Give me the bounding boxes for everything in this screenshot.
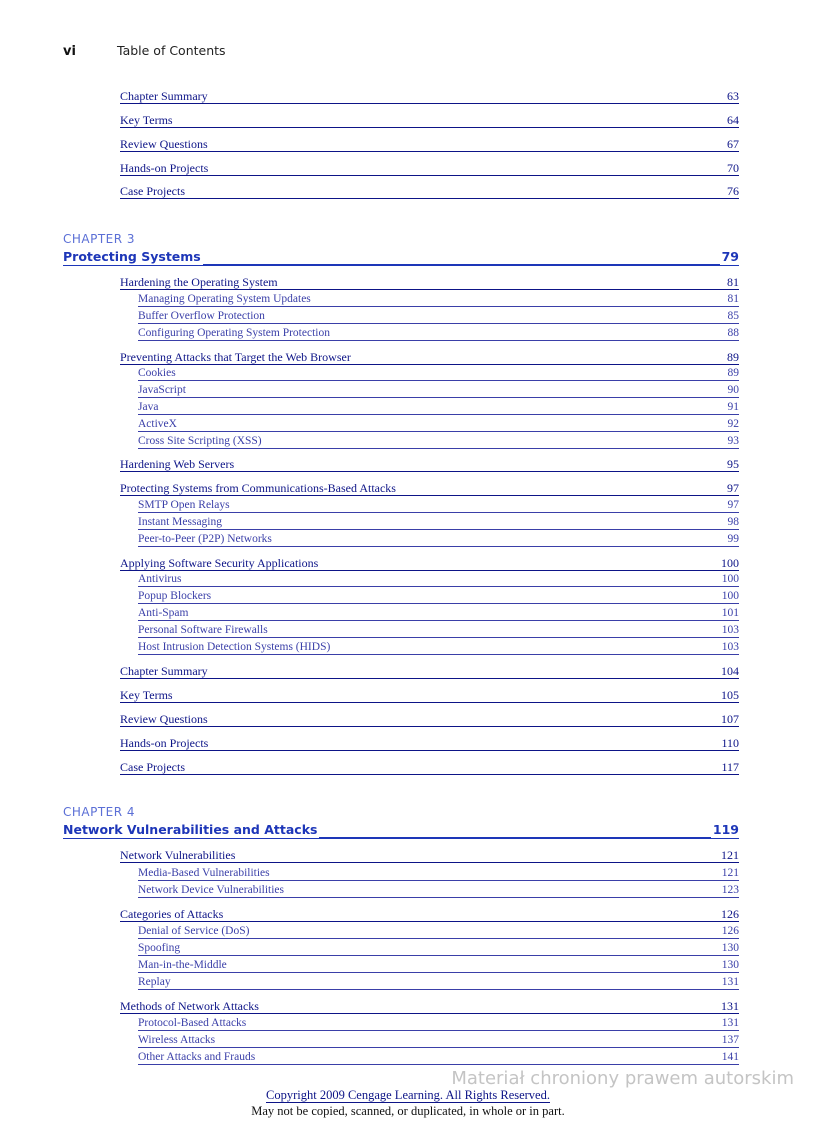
- toc-entry-page: 100: [721, 573, 739, 585]
- toc-entry-title: Network Vulnerabilities: [120, 848, 236, 862]
- toc-entry-page: 121: [721, 848, 739, 862]
- toc-entry[interactable]: [120, 1000, 739, 1014]
- toc-entry-title: Man-in-the-Middle: [138, 959, 227, 971]
- toc-entry-page: 67: [727, 137, 739, 151]
- toc-subentry[interactable]: [138, 1051, 739, 1065]
- toc-entry-page: 97: [727, 481, 739, 495]
- toc-subentry[interactable]: [138, 867, 739, 881]
- toc-entry-title: Wireless Attacks: [138, 1034, 216, 1046]
- toc-entry-page: 105: [721, 688, 739, 702]
- toc-entry-title: Popup Blockers: [138, 590, 212, 602]
- toc-entry-title: ActiveX: [138, 418, 177, 430]
- toc-entry-page: 100: [721, 556, 739, 570]
- toc-subentry[interactable]: [138, 607, 739, 621]
- chapter-4-label: CHAPTER 4: [63, 805, 136, 819]
- toc-entry-title: Chapter Summary: [120, 89, 208, 103]
- toc-entry-title: Key Terms: [120, 688, 173, 702]
- toc-subentry[interactable]: [138, 959, 739, 973]
- toc-entry[interactable]: [120, 761, 739, 775]
- toc-subentry[interactable]: [138, 367, 739, 381]
- toc-subentry[interactable]: [138, 384, 739, 398]
- toc-subentry[interactable]: [138, 590, 739, 604]
- toc-entry-page: 81: [727, 275, 739, 289]
- toc-entry-page: 91: [727, 401, 739, 413]
- toc-entry-page: 137: [721, 1034, 739, 1046]
- toc-subentry[interactable]: [138, 641, 739, 655]
- chapter-3-title[interactable]: [63, 250, 739, 266]
- toc-entry-page: 70: [727, 161, 739, 175]
- toc-entry-title: Instant Messaging: [138, 516, 223, 528]
- toc-entry-title: Anti-Spam: [138, 607, 189, 619]
- toc-entry-title: Protocol-Based Attacks: [138, 1017, 247, 1029]
- toc-entry-page: 76: [727, 184, 739, 198]
- toc-entry-title: Methods of Network Attacks: [120, 999, 259, 1013]
- toc-entry-page: 121: [721, 867, 739, 879]
- toc-entry-title: Categories of Attacks: [120, 907, 224, 921]
- disclaimer: May not be copied, scanned, or duplicated, in whole or in part.: [251, 1104, 565, 1118]
- toc-subentry[interactable]: [138, 401, 739, 415]
- chapter-3-label: CHAPTER 3: [63, 232, 136, 246]
- running-head: [63, 43, 226, 61]
- toc-entry[interactable]: [120, 276, 739, 290]
- toc-entry-title: Case Projects: [120, 184, 185, 198]
- toc-entry-page: 103: [721, 641, 739, 653]
- toc-entry-title: Host Intrusion Detection Systems (HIDS): [138, 641, 331, 653]
- toc-entry-page: 131: [721, 1017, 739, 1029]
- toc-entry-title: Hands-on Projects: [120, 736, 209, 750]
- toc-entry-title: Case Projects: [120, 760, 185, 774]
- toc-entry-title: Media-Based Vulnerabilities: [138, 867, 270, 879]
- copyright-text: Copyright 2009 Cengage Learning. All Rights Reserved.: [266, 1088, 550, 1102]
- toc-subentry[interactable]: [138, 976, 739, 990]
- toc-entry-page: 130: [721, 942, 739, 954]
- copyright-notice: [0, 1088, 816, 1103]
- toc-entry-page: 126: [721, 925, 739, 937]
- toc-entry[interactable]: [120, 162, 739, 176]
- watermark: Materiał chroniony prawem autorskim: [451, 1068, 794, 1089]
- toc-entry[interactable]: [120, 138, 739, 152]
- toc-entry-page: 98: [727, 516, 739, 528]
- toc-entry-page: 130: [721, 959, 739, 971]
- toc-entry-page: 104: [721, 664, 739, 678]
- toc-entry-title: SMTP Open Relays: [138, 499, 230, 511]
- toc-entry[interactable]: [120, 458, 739, 472]
- toc-entry[interactable]: [120, 482, 739, 496]
- chapter-title-page: 119: [712, 822, 739, 837]
- toc-subentry[interactable]: [138, 327, 739, 341]
- toc-entry[interactable]: [120, 908, 739, 922]
- toc-entry-page: 131: [721, 976, 739, 988]
- toc-entry-page: 110: [721, 736, 739, 750]
- toc-entry-title: Applying Software Security Applications: [120, 556, 319, 570]
- toc-subentry[interactable]: [138, 1017, 739, 1031]
- toc-subentry[interactable]: [138, 925, 739, 939]
- toc-entry-page: 126: [721, 907, 739, 921]
- toc-entry-page: 88: [727, 327, 739, 339]
- toc-entry-title: Configuring Operating System Protection: [138, 327, 330, 339]
- toc-entry-title: Replay: [138, 976, 171, 988]
- toc-entry-title: Buffer Overflow Protection: [138, 310, 265, 322]
- toc-entry-title: Denial of Service (DoS): [138, 925, 250, 937]
- toc-subentry[interactable]: [138, 1034, 739, 1048]
- toc-entry-title: Antivirus: [138, 573, 182, 585]
- toc-subentry[interactable]: [138, 516, 739, 530]
- chapter-title-page: 79: [721, 249, 739, 264]
- toc-entry-title: Managing Operating System Updates: [138, 293, 311, 305]
- page-number: vi: [63, 44, 76, 59]
- toc-subentry[interactable]: [138, 533, 739, 547]
- toc-entry-page: 141: [721, 1051, 739, 1063]
- chapter-4-title[interactable]: [63, 823, 739, 839]
- toc-entry-page: 89: [727, 350, 739, 364]
- toc-subentry[interactable]: [138, 310, 739, 324]
- toc-entry-page: 93: [727, 435, 739, 447]
- toc-entry[interactable]: [120, 737, 739, 751]
- toc-entry-page: 103: [721, 624, 739, 636]
- toc-subentry[interactable]: [138, 573, 739, 587]
- toc-entry-title: Chapter Summary: [120, 664, 208, 678]
- toc-entry[interactable]: [120, 713, 739, 727]
- toc-entry[interactable]: [120, 185, 739, 199]
- toc-entry-title: Protecting Systems from Communications-Based Attacks: [120, 481, 396, 495]
- toc-entry-page: 95: [727, 457, 739, 471]
- toc-entry-title: Preventing Attacks that Target the Web Browser: [120, 350, 351, 364]
- toc-entry-page: 89: [727, 367, 739, 379]
- toc-entry-page: 131: [721, 999, 739, 1013]
- toc-entry-page: 117: [721, 760, 739, 774]
- toc-entry-title: JavaScript: [138, 384, 186, 396]
- toc-entry-page: 100: [721, 590, 739, 602]
- toc-entry-title: Cookies: [138, 367, 176, 379]
- toc-subentry[interactable]: [138, 499, 739, 513]
- running-head-title: Table of Contents: [117, 43, 226, 58]
- toc-entry[interactable]: [120, 90, 739, 104]
- chapter-title-text: Protecting Systems: [63, 249, 201, 264]
- toc-entry-page: 81: [727, 293, 739, 305]
- toc-entry-page: 64: [727, 113, 739, 127]
- toc-entry-title: Hardening Web Servers: [120, 457, 235, 471]
- toc-entry-title: Hands-on Projects: [120, 161, 209, 175]
- toc-entry-title: Review Questions: [120, 712, 208, 726]
- toc-subentry[interactable]: [138, 435, 739, 449]
- toc-entry[interactable]: [120, 665, 739, 679]
- toc-entry-title: Spoofing: [138, 942, 181, 954]
- toc-entry[interactable]: [120, 849, 739, 863]
- chapter-title-text: Network Vulnerabilities and Attacks: [63, 822, 318, 837]
- toc-entry-title: Hardening the Operating System: [120, 275, 278, 289]
- toc-entry-title: Network Device Vulnerabilities: [138, 884, 284, 896]
- toc-entry-page: 99: [727, 533, 739, 545]
- toc-entry[interactable]: [120, 689, 739, 703]
- toc-entry[interactable]: [120, 114, 739, 128]
- toc-entry-page: 90: [727, 384, 739, 396]
- toc-entry-page: 97: [727, 499, 739, 511]
- toc-entry[interactable]: [120, 351, 739, 365]
- toc-entry-title: Java: [138, 401, 159, 413]
- toc-entry-title: Other Attacks and Frauds: [138, 1051, 256, 1063]
- toc-entry-page: 101: [721, 607, 739, 619]
- toc-subentry[interactable]: [138, 624, 739, 638]
- toc-subentry[interactable]: [138, 942, 739, 956]
- toc-entry-page: 123: [721, 884, 739, 896]
- toc-entry-title: Cross Site Scripting (XSS): [138, 435, 262, 447]
- toc-entry-page: 63: [727, 89, 739, 103]
- toc-entry[interactable]: [120, 557, 739, 571]
- toc-entry-title: Key Terms: [120, 113, 173, 127]
- toc-entry-page: 85: [727, 310, 739, 322]
- toc-entry-title: Peer-to-Peer (P2P) Networks: [138, 533, 272, 545]
- toc-entry-title: Review Questions: [120, 137, 208, 151]
- toc-subentry[interactable]: [138, 884, 739, 898]
- toc-subentry[interactable]: [138, 293, 739, 307]
- toc-subentry[interactable]: [138, 418, 739, 432]
- toc-entry-title: Personal Software Firewalls: [138, 624, 268, 636]
- toc-entry-page: 92: [727, 418, 739, 430]
- toc-entry-page: 107: [721, 712, 739, 726]
